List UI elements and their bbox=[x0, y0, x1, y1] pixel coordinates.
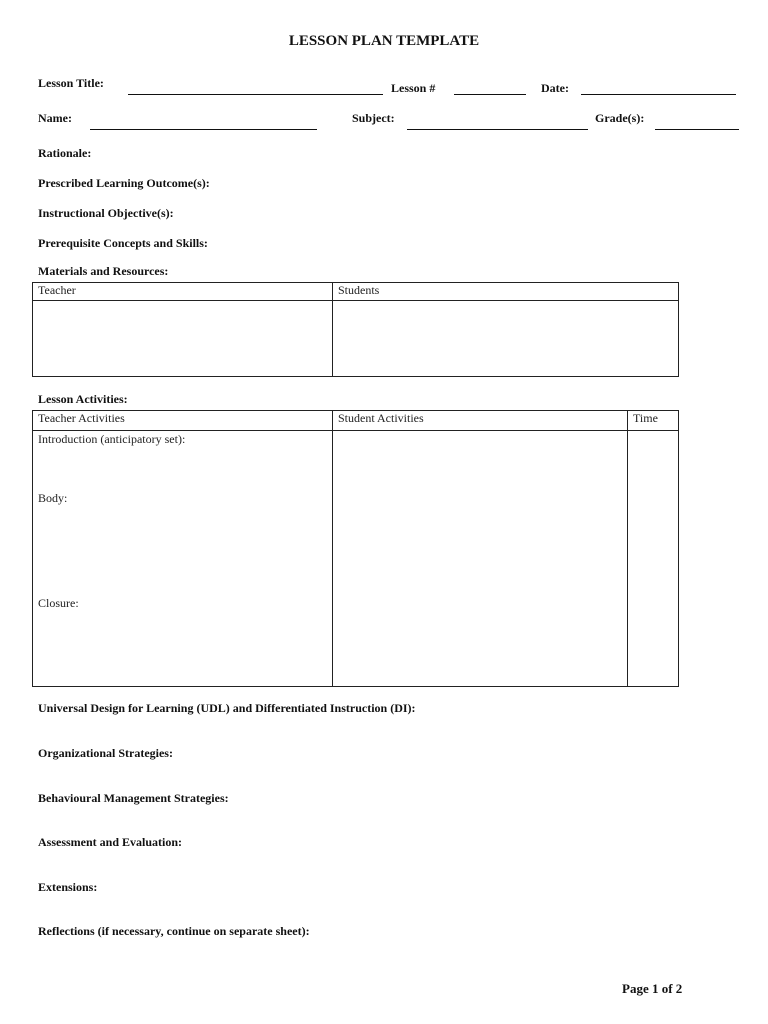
closure-label: Closure: bbox=[38, 596, 79, 610]
materials-students-cell[interactable] bbox=[333, 301, 679, 377]
organizational-label: Organizational Strategies: bbox=[38, 746, 173, 760]
introduction-label: Introduction (anticipatory set): bbox=[38, 432, 186, 446]
subject-label: Subject: bbox=[352, 111, 395, 125]
grades-label: Grade(s): bbox=[595, 111, 645, 125]
activities-header-time: Time bbox=[628, 411, 679, 431]
student-activities-cell[interactable] bbox=[333, 431, 628, 687]
date-label: Date: bbox=[541, 81, 569, 95]
materials-header-students: Students bbox=[333, 283, 679, 301]
grades-field[interactable] bbox=[655, 129, 739, 130]
materials-table bbox=[32, 282, 679, 377]
activities-header-student: Student Activities bbox=[333, 411, 628, 431]
materials-label: Materials and Resources: bbox=[38, 264, 169, 278]
extensions-label: Extensions: bbox=[38, 880, 98, 894]
time-cell[interactable] bbox=[628, 431, 679, 687]
body-label: Body: bbox=[38, 491, 68, 505]
activities-header-teacher: Teacher Activities bbox=[33, 411, 333, 431]
udl-di-label: Universal Design for Learning (UDL) and Differentiated Instruction (DI): bbox=[38, 701, 416, 715]
page-title: LESSON PLAN TEMPLATE bbox=[288, 33, 480, 49]
page-number: Page 1 of 2 bbox=[622, 981, 683, 996]
reflections-label: Reflections (if necessary, continue on separate sheet): bbox=[38, 924, 310, 938]
prerequisites-label: Prerequisite Concepts and Skills: bbox=[38, 236, 208, 250]
lesson-activities-label: Lesson Activities: bbox=[38, 392, 128, 406]
rationale-label: Rationale: bbox=[38, 146, 92, 160]
activities-table bbox=[32, 410, 679, 687]
teacher-activities-cell[interactable] bbox=[33, 431, 333, 687]
behavioural-label: Behavioural Management Strategies: bbox=[38, 791, 229, 805]
assessment-label: Assessment and Evaluation: bbox=[38, 835, 183, 849]
lesson-title-label: Lesson Title: bbox=[38, 76, 104, 90]
materials-header-teacher: Teacher bbox=[33, 283, 333, 301]
materials-teacher-cell[interactable] bbox=[33, 301, 333, 377]
name-label: Name: bbox=[38, 111, 72, 125]
prescribed-outcomes-label: Prescribed Learning Outcome(s): bbox=[38, 176, 210, 190]
instructional-objectives-label: Instructional Objective(s): bbox=[38, 206, 174, 220]
date-field[interactable] bbox=[581, 94, 736, 95]
subject-field[interactable] bbox=[407, 129, 588, 130]
lesson-number-field[interactable] bbox=[454, 94, 526, 95]
lesson-number-label: Lesson # bbox=[391, 81, 436, 95]
lesson-title-field[interactable] bbox=[128, 94, 383, 95]
name-field[interactable] bbox=[90, 129, 317, 130]
